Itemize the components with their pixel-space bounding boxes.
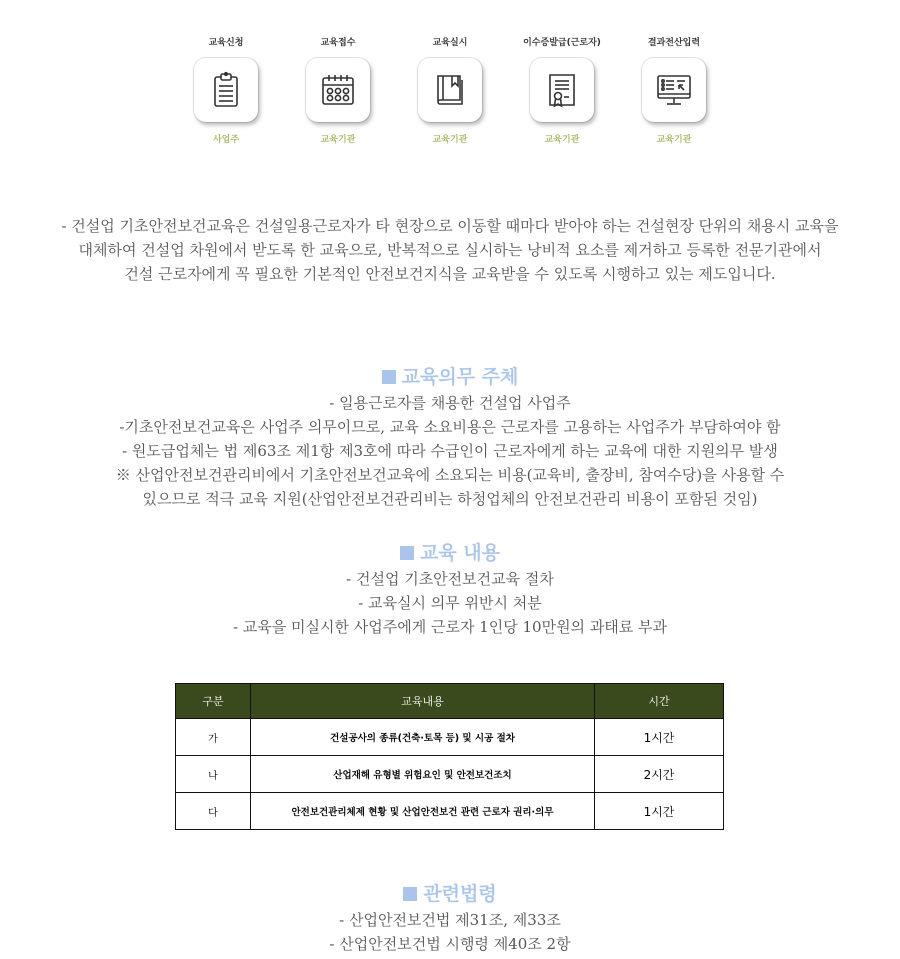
step-receipt	[283, 36, 393, 145]
intro-line: - 건설업 기초안전보건교육은 건설일용근로자가 타 현장으로 이동할 때마다 받아야 하는 건설현장 단위의 채용시 교육을	[61, 217, 839, 235]
table-cell-content: 산업재해 유형별 위험요인 및 안전보건조치	[251, 756, 595, 793]
step-role: 교육기관	[656, 135, 692, 145]
content-lines	[40, 567, 860, 639]
step-title: 교육신청	[208, 38, 244, 48]
square-bullet-icon	[403, 887, 417, 901]
table-cell-content: 안전보건관리체제 현황 및 산업안전보건 관련 근로자 권리·의무	[251, 793, 595, 830]
table-cell-time: 2시간	[595, 756, 724, 793]
education-table	[175, 683, 724, 830]
duty-line: - 원도급업체는 법 제63조 제1항 제3호에 따라 수급인이 근로자에게 하는 교육에 대한 지원의무 발생	[122, 442, 778, 460]
table-cell-category: 다	[176, 793, 251, 830]
clipboard-icon	[206, 70, 246, 110]
book-icon	[430, 70, 470, 110]
section-title-text: 관련법령	[423, 883, 497, 905]
section-title-laws	[0, 879, 900, 906]
step-role: 사업주	[212, 135, 240, 145]
laws-lines	[40, 908, 860, 956]
step-conduct	[395, 36, 505, 145]
content-line: - 교육을 미실시한 사업주에게 근로자 1인당 10만원의 과태료 부과	[232, 618, 668, 636]
process-steps	[0, 36, 900, 156]
step-title: 결과전산입력	[647, 38, 701, 48]
step-icon-box	[194, 58, 258, 122]
duty-lines	[40, 391, 860, 511]
intro-line: 대체하여 건설업 차원에서 받도록 한 교육으로, 반복적으로 실시하는 낭비적 요소를 제거하고 등록한 전문기관에서	[78, 241, 822, 259]
calendar-icon	[318, 70, 358, 110]
table-row	[176, 719, 724, 756]
duty-line: -기초안전보건교육은 사업주 의무이므로, 교육 소요비용은 근로자를 고용하는 사업주가 부담하여야 함	[119, 418, 781, 436]
step-icon-box	[306, 58, 370, 122]
duty-line: 있으므로 적극 교육 지원(산업안전보건관리비는 하청업체의 안전보건관리 비용이 포함된 것임)	[142, 490, 758, 508]
duty-line: - 일용근로자를 채용한 건설업 사업주	[329, 394, 571, 412]
table-cell-content: 건설공사의 종류(건축·토목 등) 및 시공 절차	[251, 719, 595, 756]
content-line: - 건설업 기초안전보건교육 절차	[346, 570, 554, 588]
content-line: - 교육실시 의무 위반시 처분	[358, 594, 542, 612]
step-title: 교육접수	[320, 38, 356, 48]
step-icon-box	[642, 58, 706, 122]
intro-paragraph	[60, 214, 840, 286]
square-bullet-icon	[400, 546, 414, 560]
step-apply	[171, 36, 281, 145]
step-title: 교육실시	[432, 38, 468, 48]
section-title-text: 교육의무 주체	[401, 366, 519, 388]
table-header-row	[176, 684, 724, 719]
computer-icon	[654, 70, 694, 110]
law-line: - 산업안전보건법 시행령 제40조 2항	[329, 935, 571, 953]
certificate-icon	[542, 70, 582, 110]
square-bullet-icon	[382, 370, 396, 384]
step-role: 교육기관	[544, 135, 580, 145]
step-result-input	[619, 36, 729, 145]
column-header: 구분	[176, 684, 251, 719]
table-cell-category: 가	[176, 719, 251, 756]
column-header: 교육내용	[251, 684, 595, 719]
table-row	[176, 756, 724, 793]
duty-line: ※ 산업안전보건관리비에서 기초안전보건교육에 소요되는 비용(교육비, 출장비, 참여수당)을 사용할 수	[115, 466, 785, 484]
table-cell-time: 1시간	[595, 719, 724, 756]
step-role: 교육기관	[320, 135, 356, 145]
section-title-content	[0, 538, 900, 565]
section-title-text: 교육 내용	[419, 542, 501, 564]
step-certificate	[507, 36, 617, 145]
intro-line: 건설 근로자에게 꼭 필요한 기본적인 안전보건지식을 교육받을 수 있도록 시행하고 있는 제도입니다.	[124, 265, 776, 283]
law-line: - 산업안전보건법 제31조, 제33조	[339, 911, 561, 929]
section-title-duty	[0, 362, 900, 389]
table-cell-category: 나	[176, 756, 251, 793]
step-title: 이수증발급(근로자)	[523, 38, 601, 48]
table-cell-time: 1시간	[595, 793, 724, 830]
table-row	[176, 793, 724, 830]
column-header: 시간	[595, 684, 724, 719]
step-icon-box	[418, 58, 482, 122]
step-icon-box	[530, 58, 594, 122]
step-role: 교육기관	[432, 135, 468, 145]
